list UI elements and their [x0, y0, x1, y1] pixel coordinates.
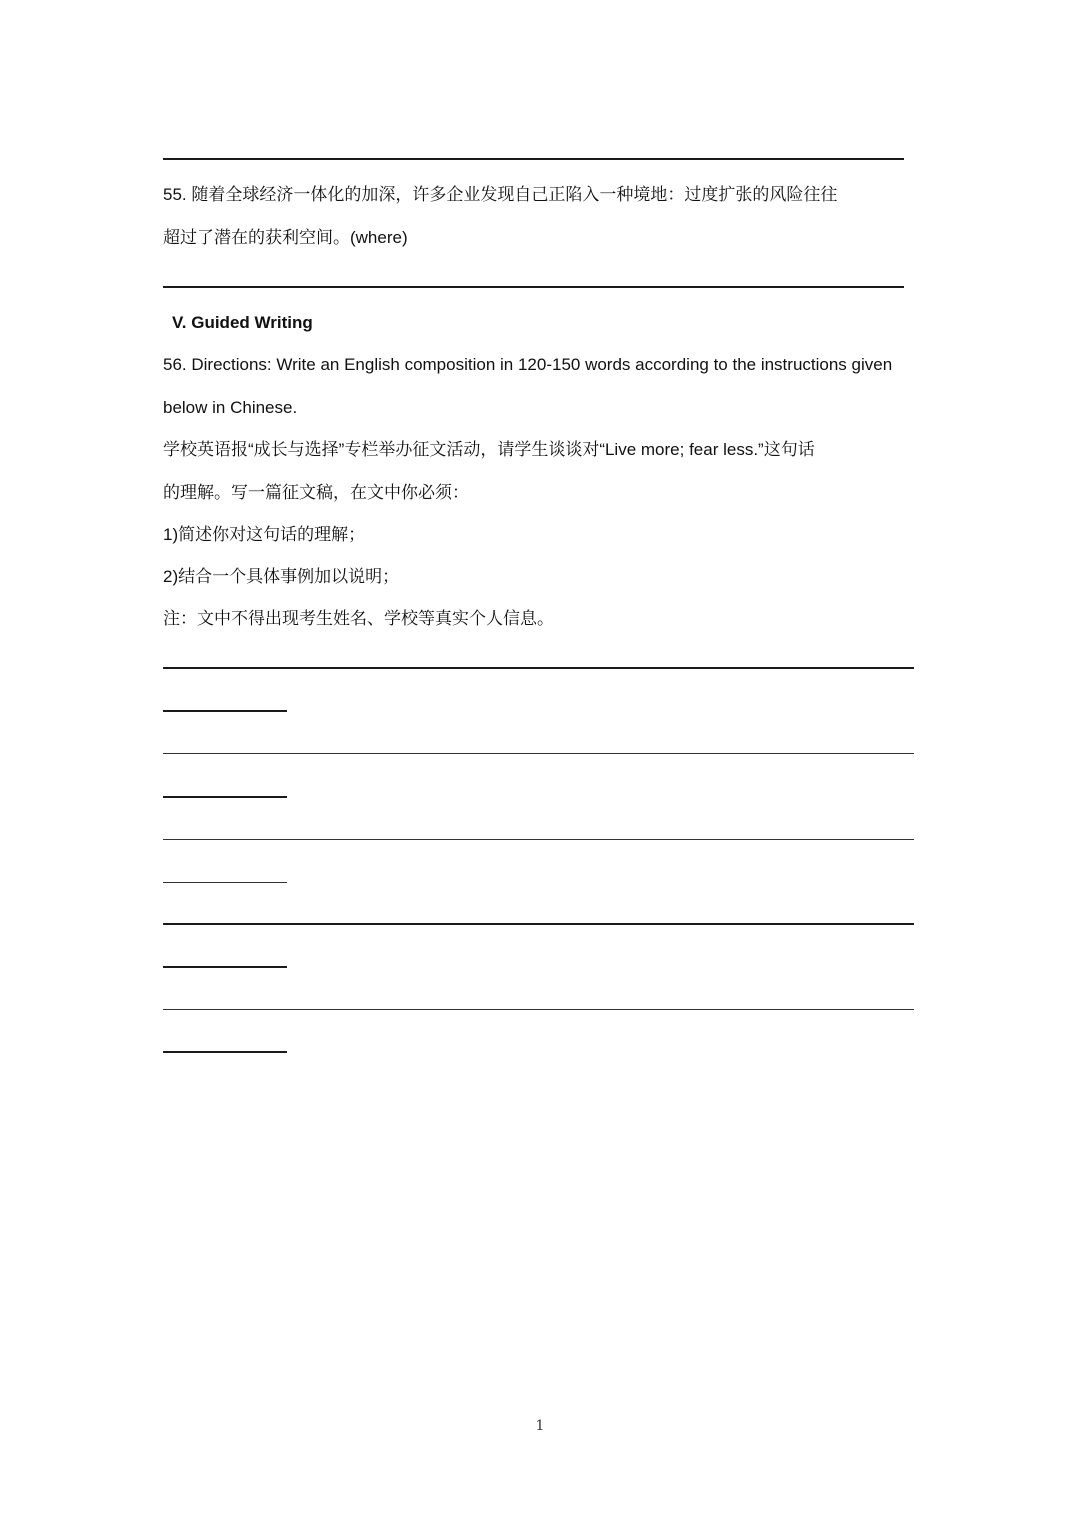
writing-line-short	[163, 796, 287, 798]
writing-line	[163, 753, 914, 754]
page-number: 1	[535, 1418, 545, 1434]
answer-line-54	[163, 158, 904, 160]
q56-requirement-2: 2)结合一个具体事例加以说明；	[163, 567, 400, 586]
q55-line1: 55. 随着全球经济一体化的加深，许多企业发现自己正陷入一种境地：过度扩张的风险往往	[163, 185, 838, 204]
q56-note: 注：文中不得出现考生姓名、学校等真实个人信息。	[163, 609, 554, 628]
writing-line-short	[163, 710, 287, 712]
answer-line-55	[163, 286, 904, 288]
q55-line2: 超过了潜在的获利空间。(where)	[163, 228, 408, 247]
writing-line	[163, 1009, 914, 1010]
writing-line-short	[163, 1051, 287, 1053]
writing-line	[163, 839, 914, 840]
section-title: V. Guided Writing	[172, 313, 313, 332]
q56-prompt-line1: 学校英语报“成长与选择”专栏举办征文活动，请学生谈谈对“Live more; fear less.”这句话	[163, 440, 815, 459]
writing-line	[163, 923, 914, 925]
q56-requirement-1: 1)简述你对这句话的理解；	[163, 525, 366, 544]
q56-directions-line1: 56. Directions: Write an English composition in 120-150 words according to the instructions given	[163, 355, 893, 374]
q56-directions-line2: below in Chinese.	[163, 398, 298, 417]
writing-line-short	[163, 966, 287, 968]
writing-line	[163, 667, 914, 669]
q56-prompt-line2: 的理解。写一篇征文稿，在文中你必须：	[163, 483, 469, 502]
writing-line-short	[163, 882, 287, 883]
